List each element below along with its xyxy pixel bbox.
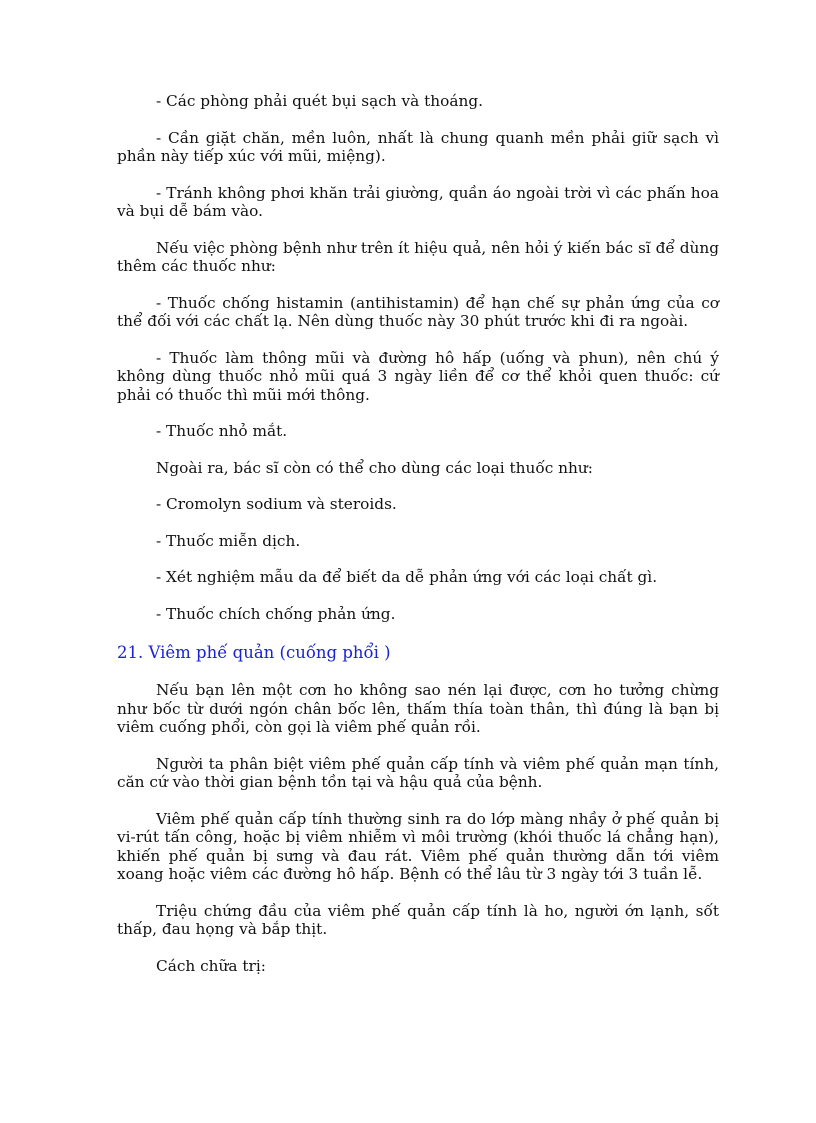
- section-heading: 21. Viêm phế quản (cuống phổi ): [117, 643, 391, 662]
- paragraph-avoid-drying-outside: - Tránh không phơi khăn trải giường, quần áo ngoài trời vì các phấn hoa và bụi dễ bám vào.: [117, 183, 719, 220]
- paragraph-acute-cause: Viêm phế quản cấp tính thường sinh ra do lớp màng nhầy ở phế quản bị vi-rút tấn công, hoặc bị viêm nhiễm vì môi trường (khói thuốc lá chẳng hạn), khiến phế quản bị sưng và đau rát. Viêm phế quản thường dẫn tới viêm xoang hoặc viêm các đường hô hấp. Bệnh có thể lâu từ 3 ngày tới 3 tuần lễ.: [117, 809, 719, 883]
- paragraph-cough-description: Nếu bạn lên một cơn ho không sao nén lại được, cơn ho tưởng chừng như bốc từ dưới ngón chân bốc lên, thấm thía toàn thân, thì đúng là bạn bị viêm cuống phổi, còn gọi là viêm phế quản rồi.: [117, 681, 719, 736]
- paragraph-cromolyn: - Cromolyn sodium và steroids.: [156, 495, 397, 513]
- paragraph-treatment-label: Cách chữa trị:: [156, 956, 266, 975]
- paragraph-skin-test: - Xét nghiệm mẫu da để biết da dễ phản ứng với các loại chất gì.: [156, 568, 658, 586]
- paragraph-injection: - Thuốc chích chống phản ứng.: [156, 604, 396, 623]
- paragraph-room-cleaning: - Các phòng phải quét bụi sạch và thoáng.: [156, 92, 483, 110]
- paragraph-symptoms: Triệu chứng đầu của viêm phế quản cấp tính là ho, người ớn lạnh, sốt thấp, đau họng và bắp thịt.: [117, 901, 719, 938]
- paragraph-consult-doctor: Nếu việc phòng bệnh như trên ít hiệu quả, nên hỏi ý kiến bác sĩ để dùng thêm các thuốc như:: [117, 238, 719, 275]
- paragraph-antihistamine: - Thuốc chống histamin (antihistamin) để hạn chế sự phản ứng của cơ thể đối với các chất lạ. Nên dùng thuốc này 30 phút trước khi đi ra ngoài.: [117, 293, 719, 330]
- paragraph-blanket-washing: - Cần giặt chăn, mền luôn, nhất là chung quanh mền phải giữ sạch vì phần này tiếp xúc với mũi, miệng).: [117, 128, 719, 165]
- paragraph-immunotherapy: - Thuốc miễn dịch.: [156, 531, 301, 550]
- paragraph-decongestant: - Thuốc làm thông mũi và đường hô hấp (uống và phun), nên chú ý không dùng thuốc nhỏ mũi quá 3 ngày liền để cơ thể khỏi quen thuốc: cứ phải có thuốc thì mũi mới thông.: [117, 348, 719, 404]
- document-page: [117, 92, 719, 975]
- paragraph-acute-vs-chronic: Người ta phân biệt viêm phế quản cấp tính và viêm phế quản mạn tính, căn cứ vào thời gian bệnh tồn tại và hậu quả của bệnh.: [117, 754, 719, 791]
- paragraph-eye-drops: - Thuốc nhỏ mắt.: [156, 422, 288, 440]
- paragraph-other-drugs-intro: Ngoài ra, bác sĩ còn có thể cho dùng các loại thuốc như:: [156, 458, 593, 477]
